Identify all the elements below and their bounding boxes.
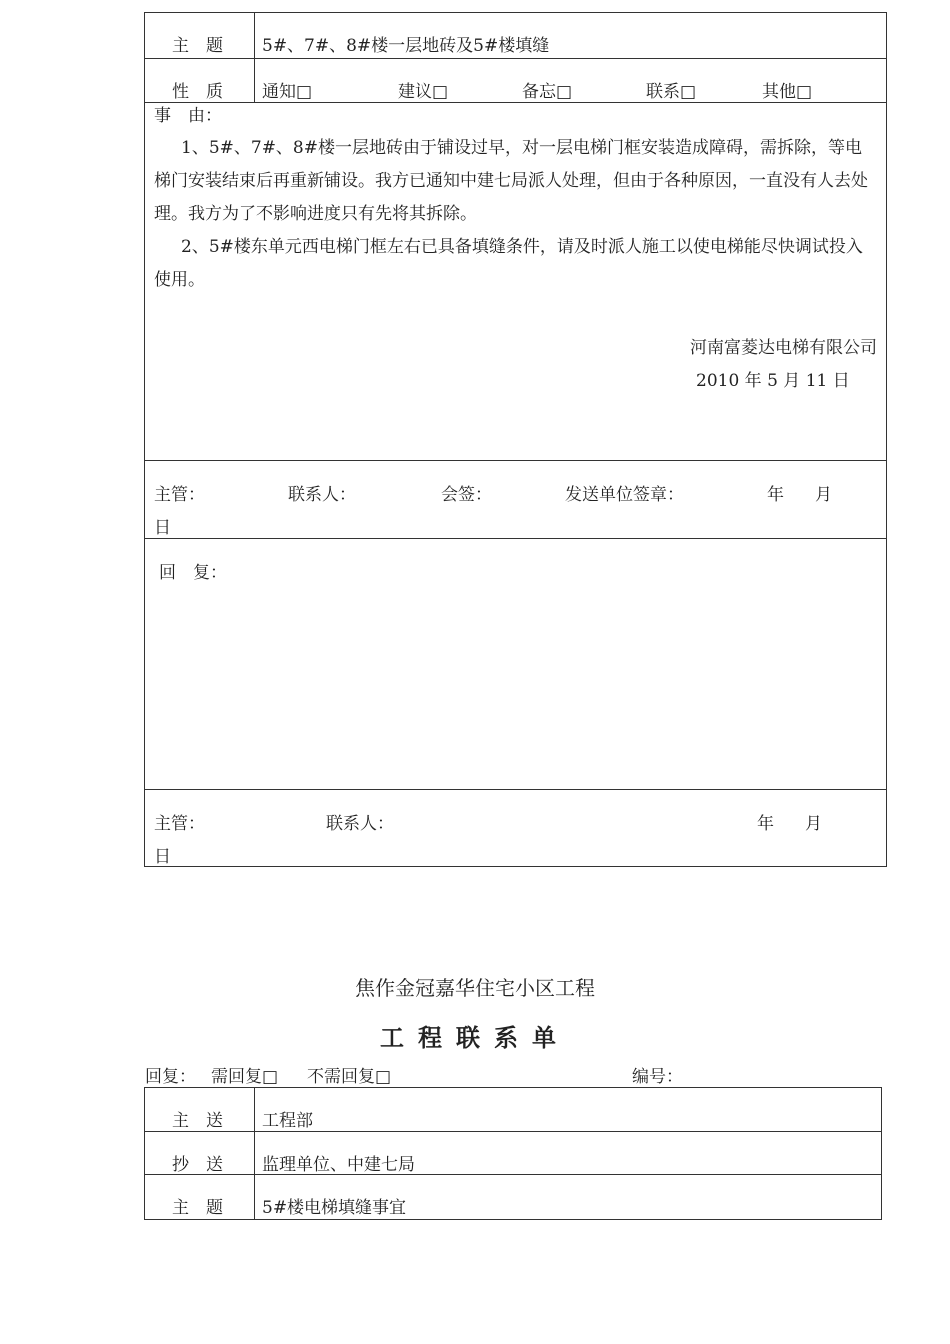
reply-required-label: 回复： (145, 1067, 196, 1087)
cc-label: 抄 送 (172, 1155, 223, 1175)
form1-reply-label: 回 复： (159, 563, 227, 583)
form2-subject-label: 主 题 (172, 1198, 223, 1218)
cc-value: 监理单位、中建七局 (262, 1155, 415, 1175)
sign-contact: 联系人： (288, 485, 356, 505)
nature-option-memo[interactable]: 备忘□ (522, 82, 573, 102)
reason-paragraph-1: 1、5#、7#、8#楼一层地砖由于铺设过早，对一层电梯门框安装造成障碍，需拆除，等电梯门安装结束后再重新铺设。我方已通知中建七局派人处理，但由于各种原因，一直没有人去处理。我方为了不影响进度只有先将其拆除。 (154, 138, 868, 224)
doc-title: 工程联系单 (380, 1023, 570, 1052)
nature-option-contact[interactable]: 联系□ (646, 82, 697, 102)
form1-subject-value: 5#、7#、8#楼一层地砖及5#楼填缝 (262, 36, 550, 56)
form1-col-divider (254, 12, 255, 103)
form1-row-divider (144, 460, 887, 461)
form1-reason-label: 事 由： (154, 106, 222, 126)
sign-year: 年 (767, 485, 784, 505)
form1-reason-body (154, 132, 868, 297)
reply-sign-day: 日 (154, 847, 171, 867)
sign-supervisor: 主管： (154, 485, 205, 505)
number-label: 编号： (632, 1067, 683, 1087)
project-title: 焦作金冠嘉华住宅小区工程 (355, 976, 595, 1000)
form1-subject-label: 主 题 (172, 36, 223, 56)
form1-row-divider (144, 102, 887, 103)
sign-countersign: 会签： (441, 485, 492, 505)
sign-day: 日 (154, 518, 171, 538)
form1-nature-label: 性 质 (172, 82, 223, 102)
reply-sign-month: 月 (805, 814, 822, 834)
form2-subject-value: 5#楼电梯填缝事宜 (262, 1198, 407, 1218)
nature-option-notice[interactable]: 通知□ (262, 82, 313, 102)
main-recipient-label: 主 送 (172, 1111, 223, 1131)
form1-date: 2010 年 5 月 11 日 (696, 371, 850, 391)
nature-option-suggestion[interactable]: 建议□ (398, 82, 449, 102)
sign-sender-seal: 发送单位签章： (565, 485, 684, 505)
reply-sign-contact: 联系人： (326, 814, 394, 834)
form2-col-divider (254, 1087, 255, 1220)
need-reply-checkbox[interactable]: 需回复□ (211, 1067, 279, 1087)
form1-row-divider (144, 58, 887, 59)
form1-row-divider (144, 789, 887, 790)
reason-paragraph-2: 2、5#楼东单元西电梯门框左右已具备填缝条件，请及时派人施工以使电梯能尽快调试投入使用。 (154, 237, 863, 290)
reply-sign-supervisor: 主管： (154, 814, 205, 834)
nature-option-other[interactable]: 其他□ (762, 82, 813, 102)
form1-row-divider (144, 538, 887, 539)
sign-month: 月 (815, 485, 832, 505)
main-recipient-value: 工程部 (262, 1111, 313, 1131)
no-need-reply-checkbox[interactable]: 不需回复□ (307, 1067, 392, 1087)
reply-sign-year: 年 (757, 814, 774, 834)
form1-company: 河南富菱达电梯有限公司 (690, 338, 877, 358)
